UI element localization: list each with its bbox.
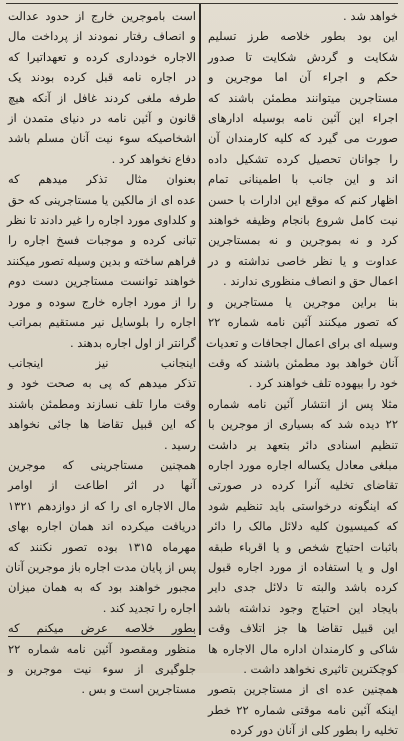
text-line: منظور ومقصود آئین نامه شماره ۲۲ [8, 641, 196, 656]
text-line: اظهار کنم که موقع این ادارات با حسن [208, 192, 398, 207]
text-line: کرده باشد والبته تا دلائل جدی دایر [208, 580, 398, 595]
text-line: وسیله ای برای اعمال اجحافات و تعدیات [206, 335, 398, 350]
text-line: تبانی کرده و موجبات فسخ اجاره را [8, 233, 196, 248]
text-line: اند و این جانب با اطمینانی تمام [208, 172, 398, 187]
text-line: وقت مارا تلف نسازند ومطمئن باشند [8, 396, 196, 411]
text-line: طرفه ملغی کردند غافل از آنکه هیچ [8, 90, 196, 105]
text-line: است باموجرین خارج از حدود عدالت [8, 9, 196, 23]
text-line: را جوانان تحصیل کرده تشکیل داده [208, 151, 398, 166]
text-line: و کلداوی مورد اجاره را غیر دادند تا نظر [7, 213, 196, 228]
text-line: اعمال حق و انصاف منظوری ندارند . [223, 274, 398, 289]
text-line: همچنین مستاجرینی که موجرین [8, 457, 196, 472]
text-line: مهرماه ۱۳۱۵ بوده تصور نکنند که [8, 539, 197, 554]
text-line: قانون و آئین نامه در دنیای متمدن از [8, 111, 196, 126]
text-line: عداوت و یا نظر خاصی نداشته و در [208, 253, 398, 268]
text-line: رسید . [163, 437, 196, 452]
left-column-paragraph [8, 6, 196, 169]
text-line: که این قبیل تقاضا ها جائی نخواهد [8, 417, 196, 432]
text-line: ۲۲ دیده شد که بسیاری از موجرین با [208, 417, 398, 432]
text-line: بعنوان مثال تذکر میدهم که [8, 172, 196, 187]
text-line: تنظیم اسنادی دائر بتعهد بر داشت [208, 437, 398, 452]
text-line: نیت کامل شروع بانجام وظیفه خواهند [208, 213, 398, 228]
right-column-paragraph [208, 292, 398, 394]
text-line: صورت می گیرد که کلیه کارمندان آن [208, 131, 398, 146]
text-line: گرانتر از اول اجاره بدهند . [69, 335, 196, 350]
text-line: الاجاره خودداری کرده و تعهداتیرا که [8, 49, 196, 64]
text-line: که تصور میکنند آئین نامه شماره ۲۲ [208, 315, 398, 330]
text-line: تخلیه را بطور کلی از آنان دور کرده [230, 723, 398, 738]
text-line: اشخاصیکه سوء نیت آنان مسلم باشد [8, 131, 196, 146]
text-line: این قبیل تقاضا ها جز اتلاف وقت [208, 621, 398, 636]
text-line: فراهم ساخته و بدین وسیله تصور میکنند [6, 253, 196, 268]
right-column-paragraph [208, 6, 398, 26]
text-line: شاکی و کارمندان اداره مال الاجاره ها [208, 641, 398, 656]
text-line: باثبات احتیاج شخص و یا اقرباء طبقه [208, 539, 398, 554]
text-line: خود را بیهوده تلف خواهند کرد . [248, 376, 398, 391]
text-line: دفاع نخواهد کرد . [111, 151, 196, 166]
top-rule [6, 3, 398, 4]
left-column-paragraph [5, 455, 197, 618]
text-line: مبلغی معادل یکساله اجاره مورد اجاره [208, 457, 398, 472]
text-line: شکایت و گردش شکایت تا صدور [208, 49, 398, 64]
text-line: و انصاف رفتار نمودند از پرداخت مال [8, 29, 196, 44]
text-line: که کمیسیون کلیه دلائل مالک را دائر [208, 519, 398, 534]
text-line: تذکر میدهم که پی به صحت خود و [8, 376, 196, 391]
text-line: جلوگیری از سوء نیت موجرین و [8, 662, 196, 676]
text-line: اینکه آئین نامه موقتی شماره ۲۲ خطر [208, 702, 398, 717]
text-line: این بود بطور خلاصه طرز تسلیم [208, 29, 398, 44]
text-line: مثلا پس از انتشار آئین نامه شماره [208, 396, 398, 411]
text-line: آنها در اثر اطاعت از اوامر [8, 478, 196, 493]
text-line: اجاره را بلوسایل نیر مستقیم بمراتب [8, 315, 196, 330]
bottom-rule [8, 636, 196, 637]
left-column-paragraph [8, 353, 196, 455]
right-column-paragraph [208, 26, 398, 291]
text-line: دریافت میکرده اند همان اجاره بهای [8, 519, 196, 534]
column-divider [199, 4, 201, 635]
right-column [206, 6, 398, 738]
text-line: تقاضای تخلیه آنرا کرده در صورتی [208, 478, 398, 493]
text-line: که اینگونه درخواستی باید تنظیم شود [208, 498, 398, 513]
text-line: خواهد شد . [343, 9, 398, 23]
left-column-paragraph [8, 169, 196, 353]
text-line: اول و یا استفاده از مورد اجاره قبول [208, 559, 398, 574]
text-line: اینجانب نیز اینجانب [8, 355, 196, 370]
text-line: بنا براین موجرین یا مستاجرین و [208, 294, 398, 309]
text-line: بطور خلاصه عرض میکنم که [8, 621, 196, 636]
right-column-paragraph [208, 679, 398, 740]
text-line: اجراء این آئین نامه بوسیله ادارهای [208, 111, 398, 126]
text-line: مستاجرین است و بس . [81, 682, 196, 697]
text-line: کرد و نه بموجرین و نه بمستاجرین [208, 233, 398, 248]
text-line: در اجاره نامه قبل کرده بودند یک [8, 70, 196, 85]
right-column-paragraph [208, 394, 398, 680]
text-line: آنان خواهد بود مطمئن باشند که وقت [208, 355, 398, 370]
text-line: را از مورد اجاره خارج سوده و مورد [8, 294, 196, 309]
text-line: اجاره را تجدید کند . [102, 600, 196, 615]
text-line: حکم و اجراء آن اما موجرین و [208, 70, 398, 85]
text-line: بایجاد این احتیاج وجود نداشته باشد [208, 600, 398, 615]
left-column [5, 6, 197, 697]
text-line: مال الاجاره ای را که از دوازدهم ۱۳۲۱ [8, 498, 196, 513]
text-line: همچنین عده ای از مستاجرین بتصور [208, 682, 398, 697]
text-line: پس از پایان مدت اجاره باز موجرین آنان [5, 559, 196, 574]
text-line: عده ای از مالکین یا مستاجرینی که حق [8, 192, 196, 207]
text-line: مجبور خواهند بود که به همان میزان [8, 580, 196, 595]
left-column-paragraph [8, 618, 196, 700]
text-line: کوچکترین تاثیری نخواهد داشت . [243, 662, 398, 676]
text-line: مستاجرین میتوانند مطمئن باشند که [208, 90, 398, 105]
text-line: خواهند توانست مستاجرین دست دوم [8, 274, 196, 289]
